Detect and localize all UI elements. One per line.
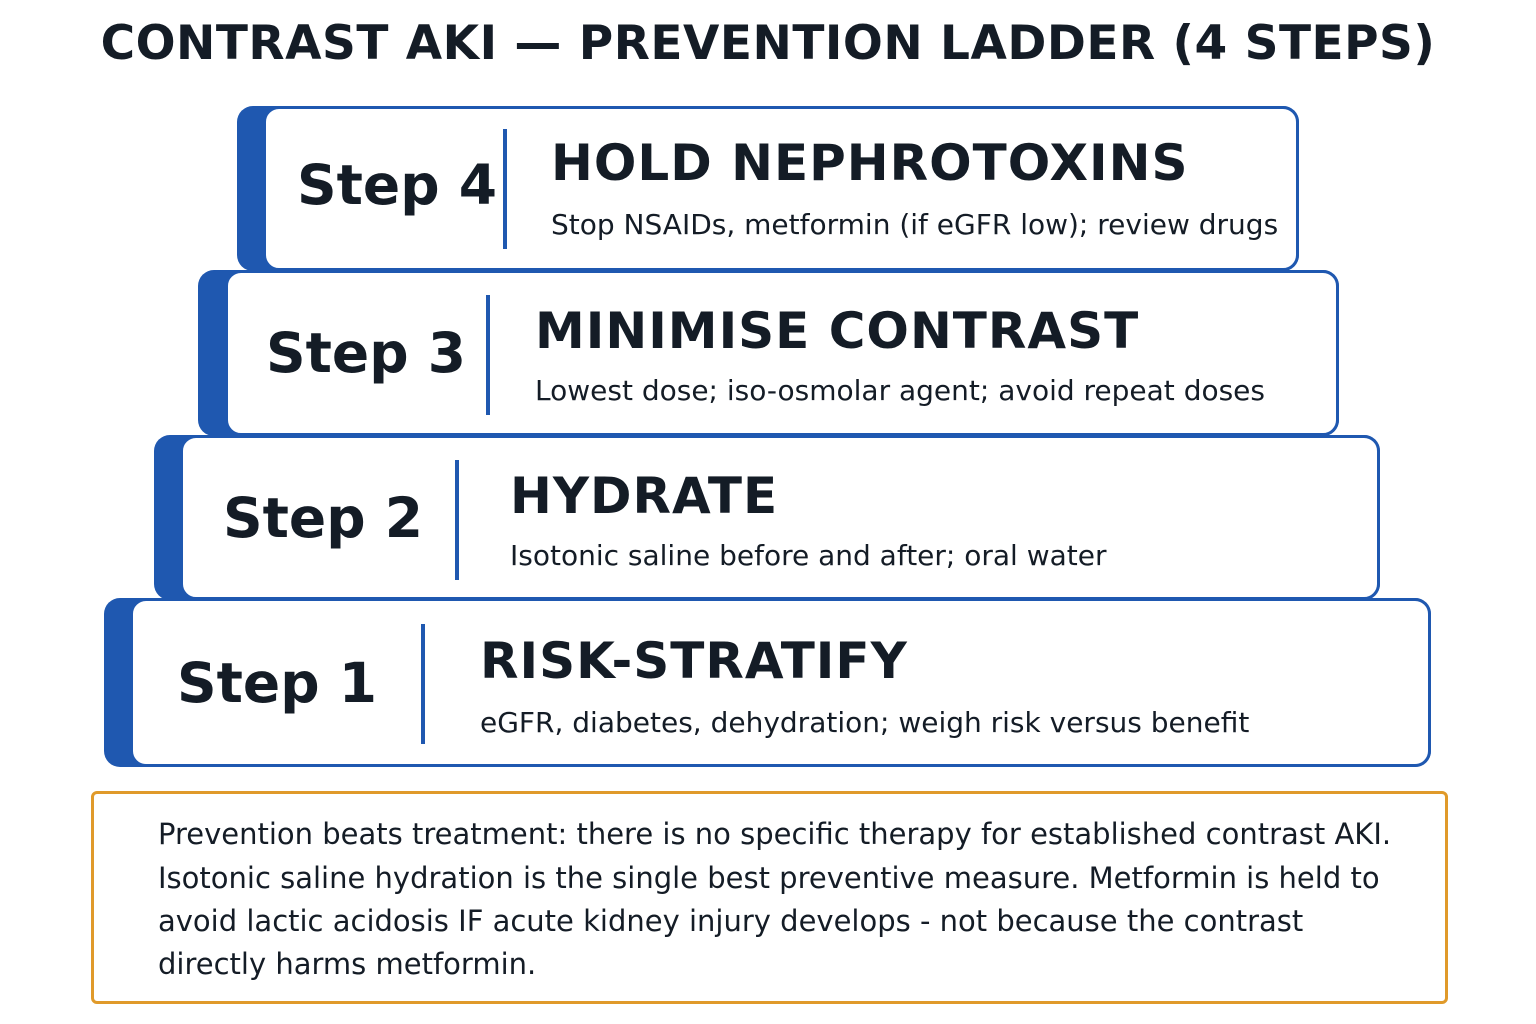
step-4-heading: HOLD NEPHROTOXINS bbox=[551, 134, 1189, 192]
step-2-divider bbox=[455, 460, 459, 580]
page-title: CONTRAST AKI — PREVENTION LADDER (4 STEPS) bbox=[100, 16, 1436, 71]
step-3-divider bbox=[486, 295, 490, 415]
step-3-heading: MINIMISE CONTRAST bbox=[535, 302, 1140, 360]
note-box bbox=[91, 791, 1448, 1004]
step-1-heading: RISK-STRATIFY bbox=[480, 632, 908, 690]
note-line: directly harms metformin. bbox=[158, 947, 537, 981]
note-line: Prevention beats treatment: there is no specific therapy for established contrast AKI. bbox=[158, 817, 1392, 851]
step-4-label: Step 4 bbox=[297, 153, 497, 217]
step-4-block bbox=[237, 106, 1299, 271]
step-3-block bbox=[198, 270, 1339, 436]
note-line: Isotonic saline hydration is the single best preventive measure. Metformin is held to bbox=[158, 861, 1380, 895]
step-1-divider bbox=[421, 624, 425, 744]
note-line: avoid lactic acidosis IF acute kidney injury develops - not because the contrast bbox=[158, 904, 1304, 938]
step-2-label: Step 2 bbox=[223, 486, 423, 550]
step-2-description: Isotonic saline before and after; oral water bbox=[510, 539, 1107, 572]
step-3-description: Lowest dose; iso-osmolar agent; avoid repeat doses bbox=[535, 374, 1265, 407]
step-2-block bbox=[154, 435, 1380, 600]
step-3-label: Step 3 bbox=[266, 321, 466, 385]
step-2-heading: HYDRATE bbox=[510, 467, 779, 525]
step-4-divider bbox=[503, 129, 507, 249]
step-1-description: eGFR, diabetes, dehydration; weigh risk versus benefit bbox=[480, 706, 1250, 739]
step-1-block bbox=[104, 598, 1431, 767]
step-4-description: Stop NSAIDs, metformin (if eGFR low); review drugs bbox=[551, 208, 1279, 241]
step-1-label: Step 1 bbox=[177, 651, 377, 715]
